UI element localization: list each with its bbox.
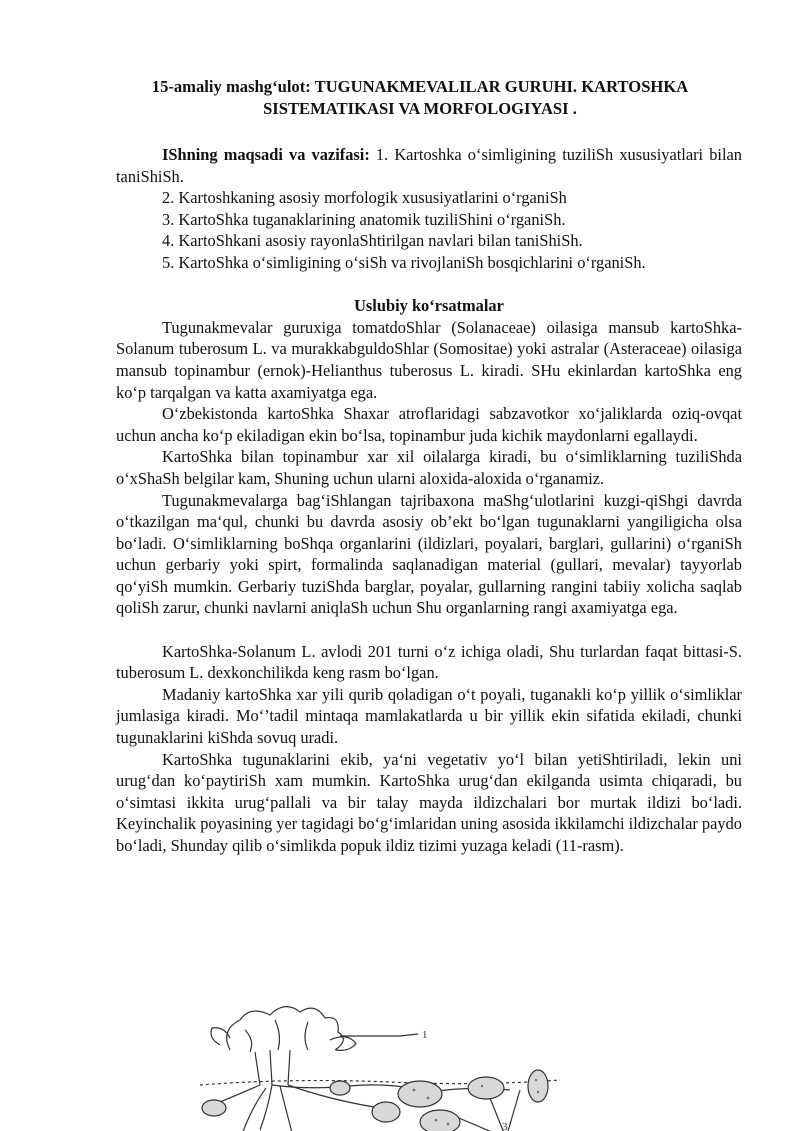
goal-paragraph <box>116 144 742 187</box>
potato-plant-illustration <box>190 990 570 1131</box>
section-heading: Uslubiy ko‘rsatmalar <box>354 296 504 316</box>
spacer <box>116 274 742 296</box>
potato-plant-figure <box>190 990 570 1131</box>
figure-label-3: 3 <box>502 1121 508 1131</box>
goal-item-4: 4. KartoShkani asosiy rayonlaShtirilgan navlari bilan taniShiSh. <box>162 231 583 251</box>
title-line-1: 15-amaliy mashg‘ulot: TUGUNAKMEVALILAR GURUHI. KARTOSHKA <box>151 77 689 96</box>
goal-item-1: 1. Kartoshka o‘simligining tuziliSh xususiyatlari bilan taniShiSh. <box>116 145 742 186</box>
goal-label: IShning maqsadi va vazifasi: <box>162 145 370 164</box>
paragraph-4: Tugunakmevalarga bag‘iShlangan tajribaxona maShg‘ulotlarini kuzgi-qiShgi davrda o‘tkazilgan ma‘qul, chunki bu davrda asosiy ob’ekt bo‘lgan tugunaklarni yangiligicha olsa bo‘ladi. O‘simliklarning boShqa organlarini (ildizlari, poyalari, barglari, gullarini) o‘rganiSh uchun gerbariy yoki spirt, formalinda saqlanadigan material (gullari, mevalar) tayyorlab qo‘yiSh mumkin. Gerbariy tuziShda barglar, poyalar, gullarning rangini tabiiy xolicha saqlab qoliSh zarur, chunki navlarni aniqlaSh uchun Shu organlarning rangi axamiyatga ega. <box>116 490 742 618</box>
paragraph-5: KartoShka-Solanum L. avlodi 201 turni o‘z ichiga oladi, Shu turlardan faqat bittasi-S. tuberosum L. dexkonchilikda keng rasm bo‘lgan. <box>116 641 742 683</box>
goal-item-2: 2. Kartoshkaning asosiy morfologik xususiyatlarini o‘rganiSh <box>162 188 567 208</box>
spacer <box>116 619 742 641</box>
page-title <box>100 76 740 120</box>
paragraph-2: O‘zbekistonda kartoShka Shaxar atroflaridagi sabzavotkor xo‘jaliklarda oziq-ovqat uchun ancha ko‘p ekiladigan ekin bo‘lsa, topinambur juda kichik maydonlarni egallaydi. <box>116 404 742 445</box>
figure-label-1: 1 <box>422 1029 428 1041</box>
document-body <box>116 144 742 857</box>
paragraph-6: Madaniy kartoShka xar yili qurib qoladigan o‘t poyali, tuganakli ko‘p yillik o‘simliklar jumlasiga kiradi. Mo‘’tadil mintaqa mamlakatlarda u bir yillik ekin sifatida ekiladi, chunki tugunaklarini kiShda sovuq uradi. <box>116 684 742 748</box>
title-line-2: SISTEMATIKASI VA MORFOLOGIYASI . <box>263 99 577 118</box>
paragraph-7: KartoShka tugunaklarini ekib, ya‘ni vegetativ yo‘l bilan yetiShtiriladi, lekin uni urug‘dan ko‘paytiriSh xam mumkin. KartoShka urug‘dan ekilganda usimta chiqaradi, bu o‘simtasi ikkita urug‘pallali va bir talay mayda ildizchalari bor murtak ildizi bo‘ladi. Keyinchalik poyasining yer tagidagi bo‘g‘imlaridan uning asosida ikkilamchi ildizchalar paydo bo‘ladi, Shunday qilib o‘simlikda popuk ildiz tizimi yuzaga keladi (11-rasm). <box>116 749 742 855</box>
paragraph-1: Tugunakmevalar guruxiga tomatdoShlar (Solanaceae) oilasiga mansub kartoShka-Solanum tuberosum L. va murakkabguldoShlar (Somositae) yoki astralar (Asteraceae) oilasiga mansub topinambur (ernok)-Helianthus tuberosus L. kiradi. SHu ekinlardan kartoShka eng ko‘p tarqalgan va katta axamiyatga ega. <box>116 317 742 402</box>
goal-item-5: 5. KartoShka o‘simligining o‘siSh va rivojlaniSh bosqichlarini o‘rganiSh. <box>162 252 646 272</box>
goal-item-3: 3. KartoShka tuganaklarining anatomik tuziliShini o‘rganiSh. <box>162 209 566 229</box>
paragraph-3: KartoShka bilan topinambur xar xil oilalarga kiradi, bu o‘simliklarning tuziliShda o‘xShaSh belgilar kam, Shuning uchun ularni aloxida-aloxida o‘rganamiz. <box>116 447 742 488</box>
